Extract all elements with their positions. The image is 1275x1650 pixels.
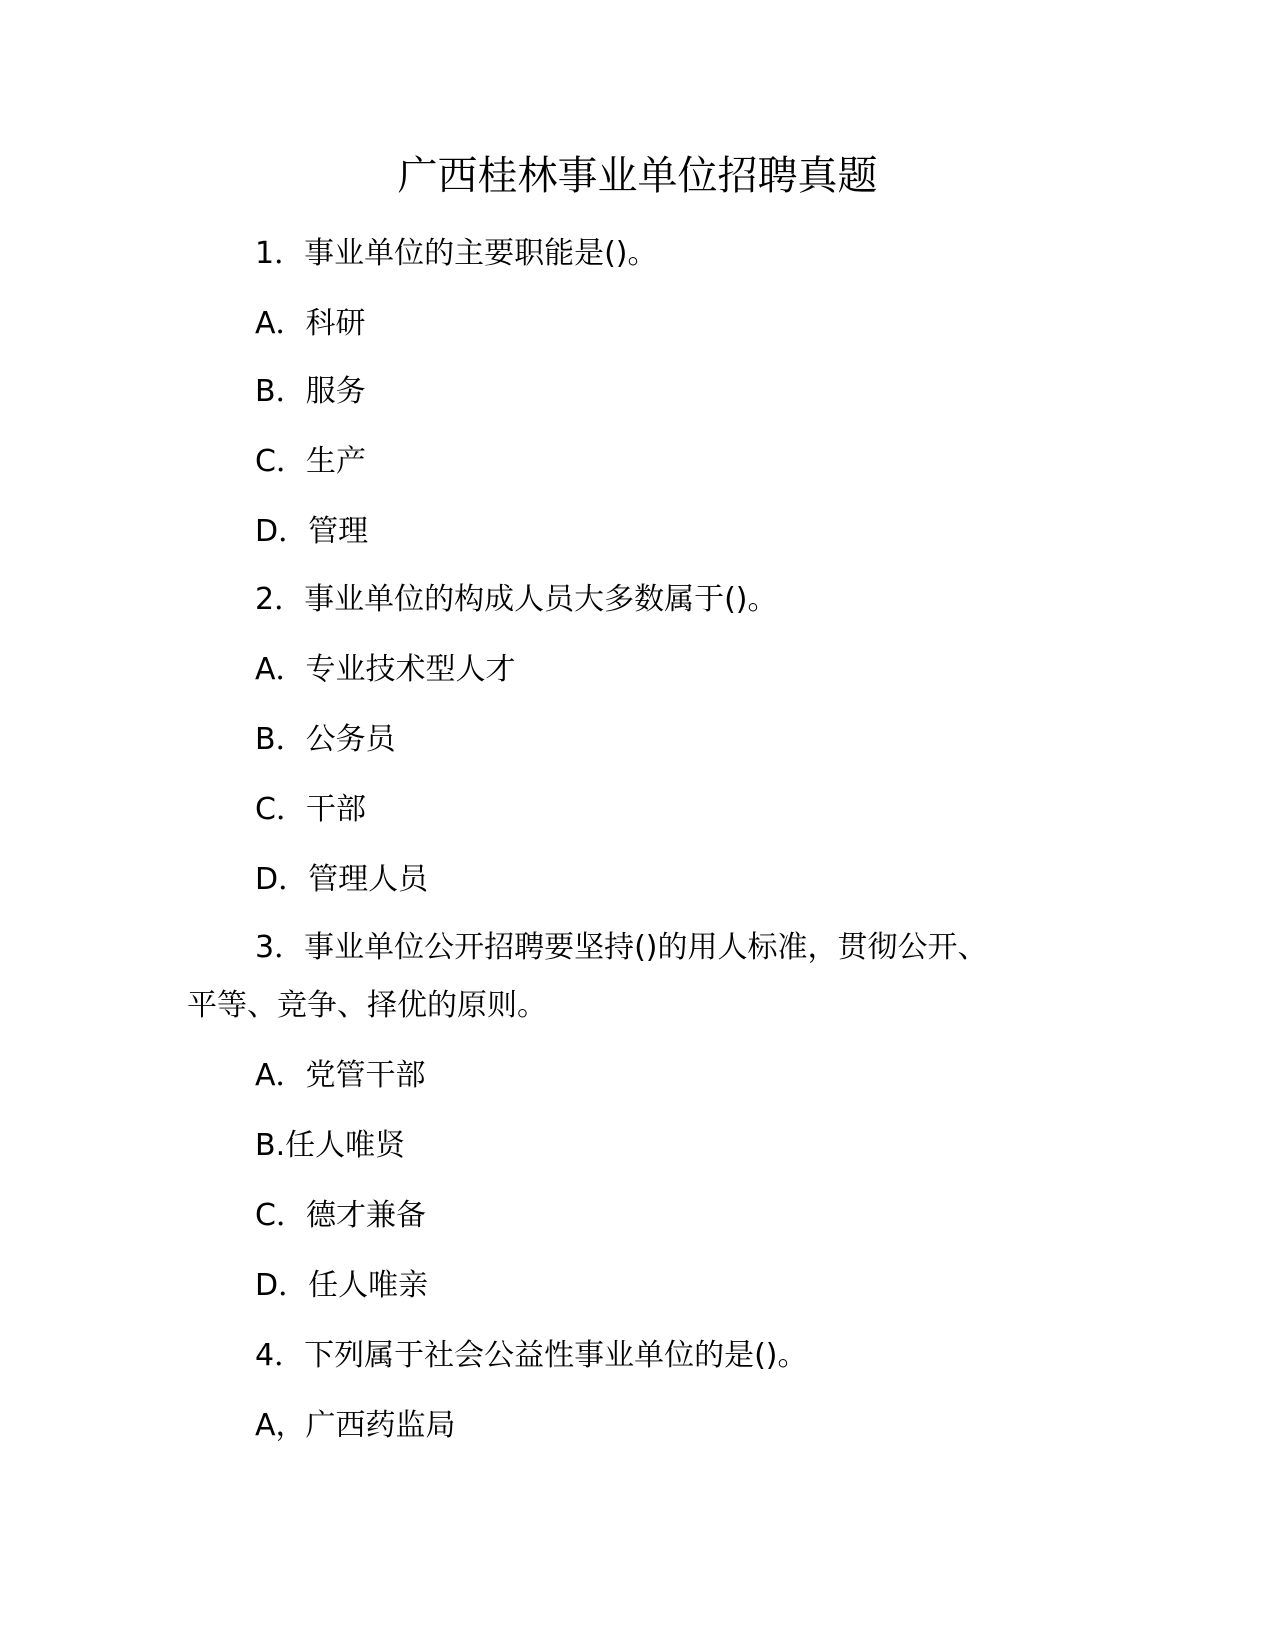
question-1-option-c: C．生产 (255, 444, 366, 479)
question-3-option-a: A．党管干部 (255, 1058, 426, 1093)
question-2-option-a: A．专业技术型人才 (255, 652, 516, 687)
question-4-option-a: A，广西药监局 (255, 1408, 456, 1443)
document-title: 广西桂林事业单位招聘真题 (397, 153, 878, 199)
question-1-stem: 1．事业单位的主要职能是()。 (255, 236, 658, 271)
question-3-option-c: C．德才兼备 (255, 1198, 426, 1233)
question-2-option-d: D．管理人员 (255, 862, 429, 897)
question-3-option-d: D．任人唯亲 (255, 1268, 429, 1303)
question-3-option-b: B.任人唯贤 (255, 1128, 406, 1163)
question-1-option-d: D．管理 (255, 514, 369, 549)
question-4-stem: 4．下列属于社会公益性事业单位的是()。 (255, 1338, 808, 1373)
question-2-option-c: C．干部 (255, 792, 366, 827)
question-2-stem: 2．事业单位的构成人员大多数属于()。 (255, 582, 778, 617)
question-1-option-a: A．科研 (255, 306, 366, 341)
question-1-option-b: B．服务 (255, 374, 366, 409)
question-3-stem-continued: 平等、竞争、择优的原则。 (187, 988, 547, 1023)
question-2-option-b: B．公务员 (255, 722, 396, 757)
question-3-stem: 3．事业单位公开招聘要坚持()的用人标准，贯彻公开、 (255, 930, 988, 965)
